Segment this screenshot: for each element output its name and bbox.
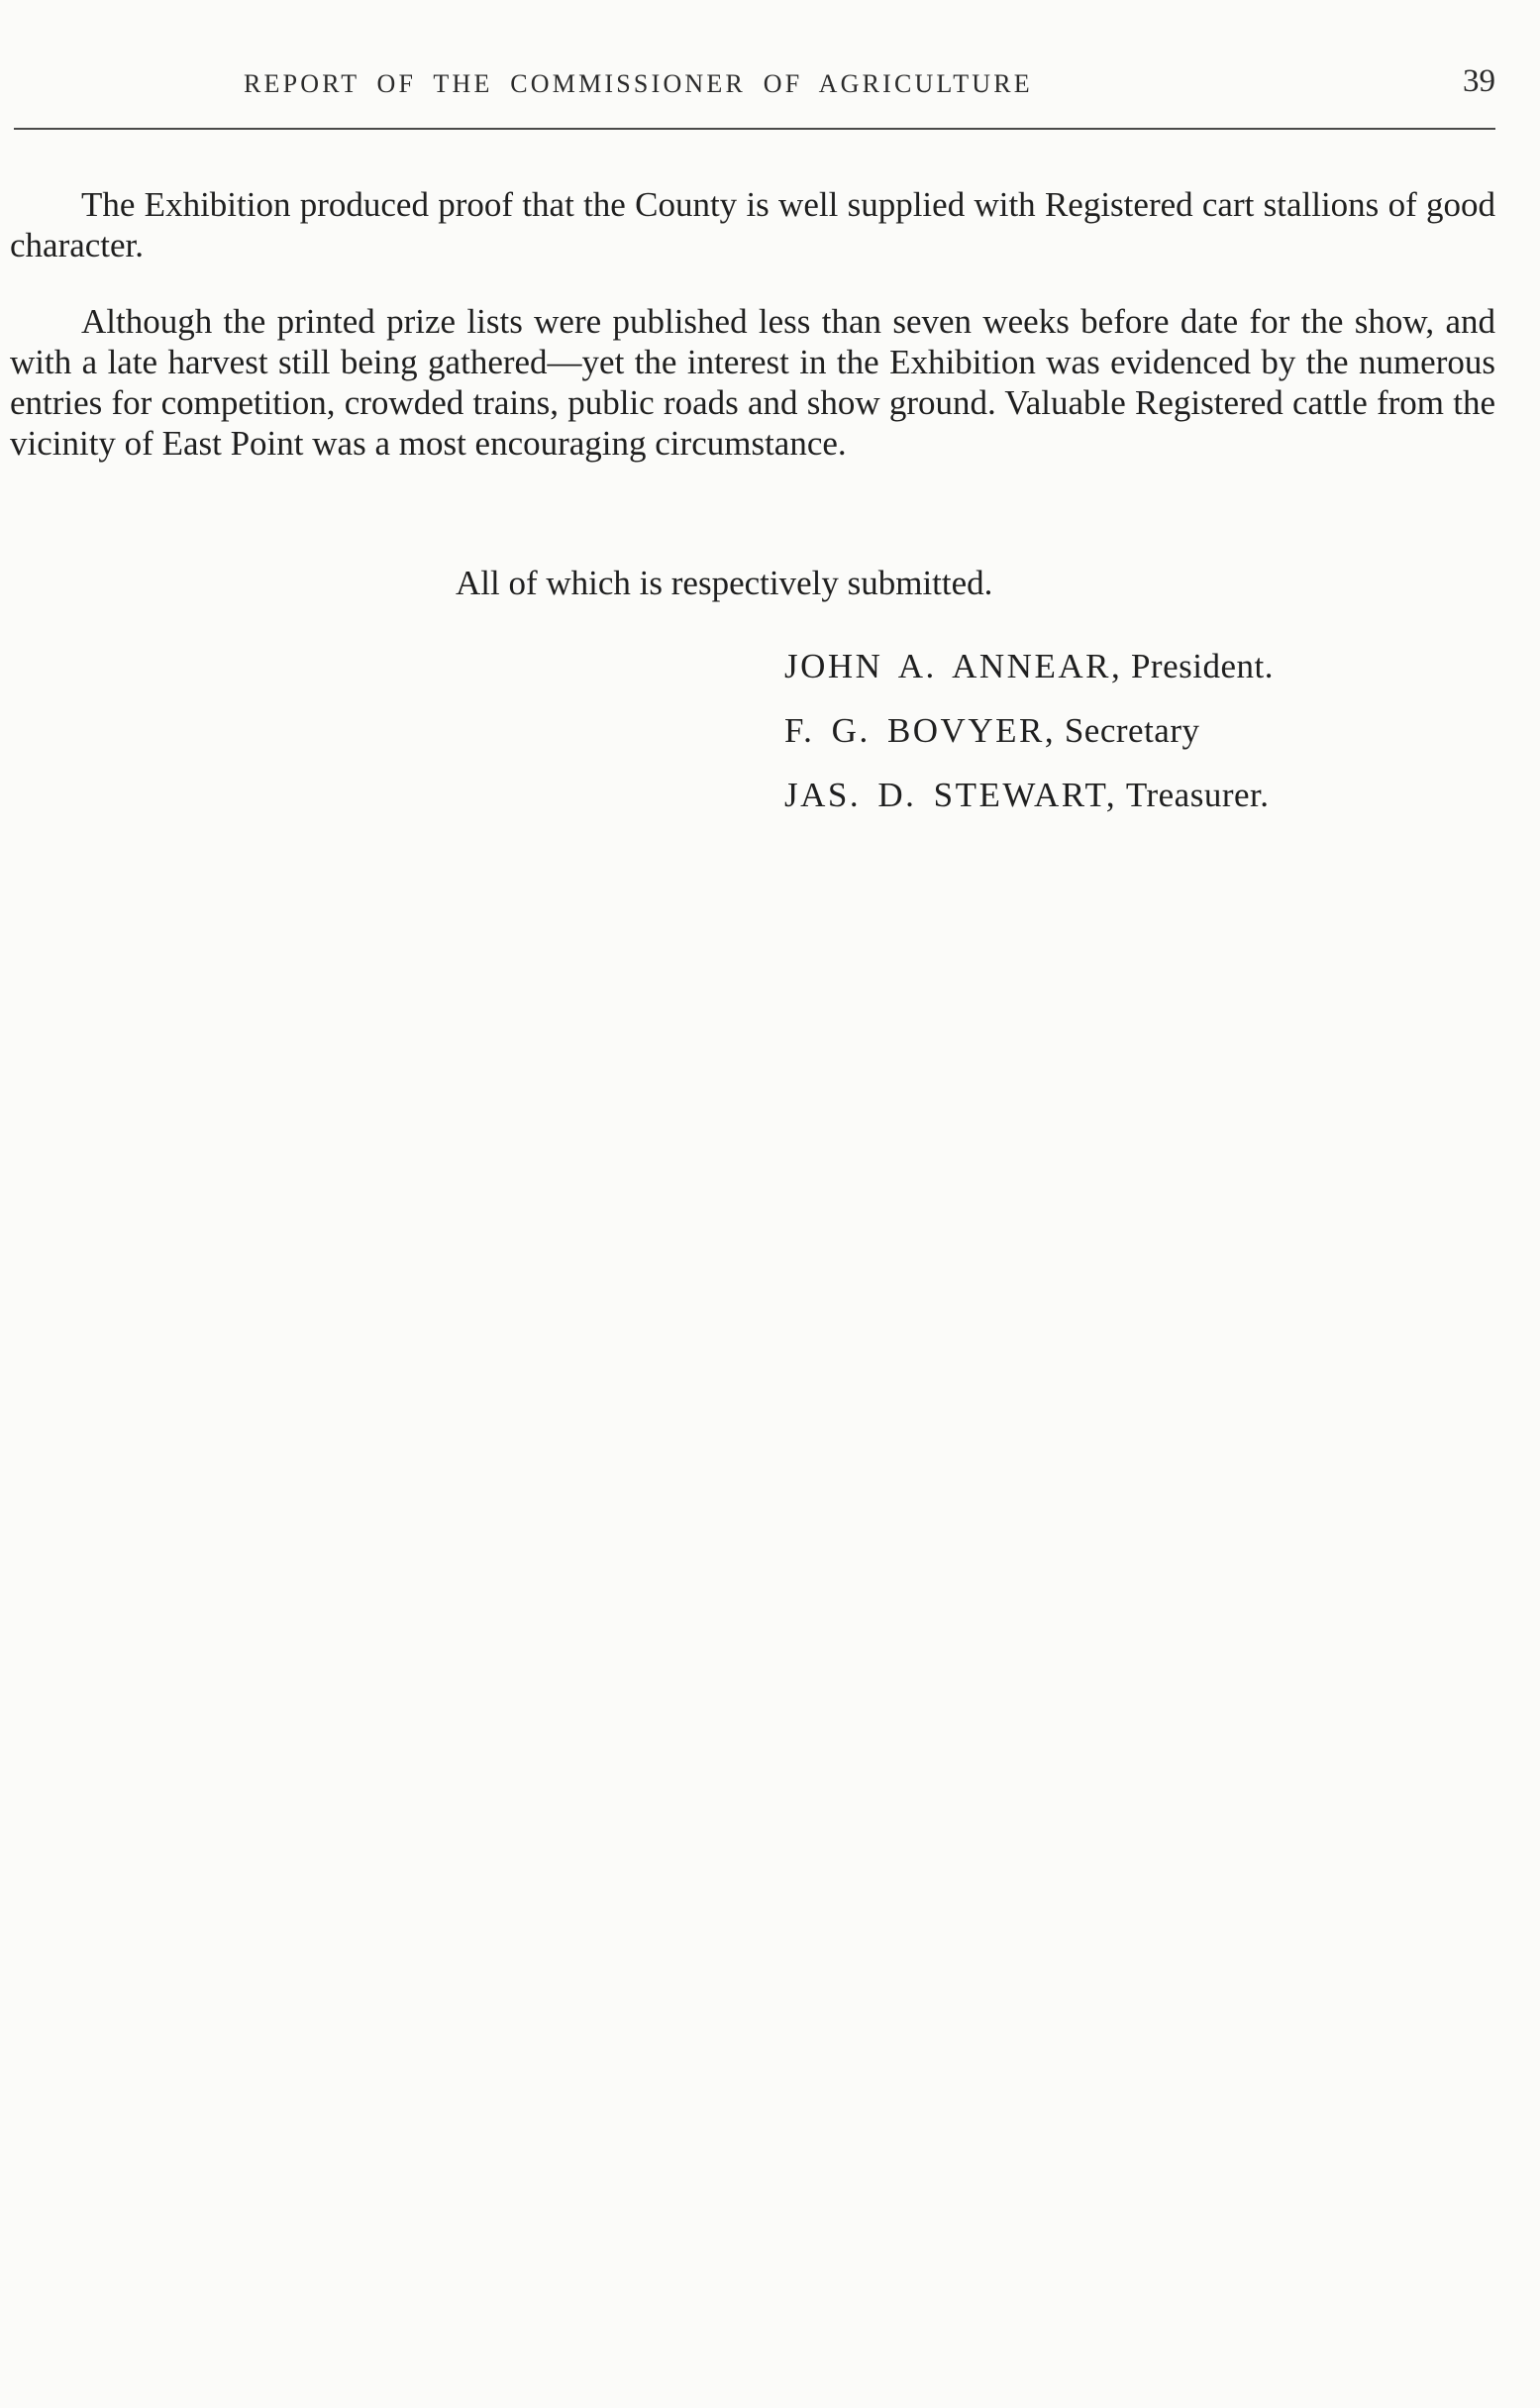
running-head (14, 61, 1495, 111)
page-number: 39 (1463, 63, 1495, 99)
signature-name: JOHN A. ANNEAR, (784, 647, 1123, 685)
closing-line: All of which is respectively submitted. (456, 564, 993, 602)
paragraph-prize-lists: Although the printed prize lists were published less than seven weeks before date for the show, and with a late harvest still being gathered—yet the interest in the Exhibition was evidenced by the numerous entries for competition, crowded trains, public roads and show ground. Valuable Registered cattle from the vicinity of East Point was a most encouraging circumstance. (10, 302, 1495, 463)
signature-name: JAS. D. STEWART, (784, 776, 1118, 814)
signature-president (784, 646, 1478, 710)
signature-title: Secretary (1064, 711, 1200, 750)
signature-block (784, 646, 1478, 839)
header-rule (14, 128, 1495, 130)
paragraph-exhibition-proof: The Exhibition produced proof that the County is well supplied with Registered cart stallions of good character. (10, 185, 1495, 264)
signature-treasurer (784, 775, 1478, 839)
signature-title: Treasurer. (1125, 776, 1270, 814)
running-title: REPORT OF THE COMMISSIONER OF AGRICULTURE (244, 69, 1033, 98)
signature-title: President. (1130, 647, 1274, 685)
signature-name: F. G. BOVYER, (784, 711, 1057, 750)
signature-secretary (784, 710, 1478, 775)
